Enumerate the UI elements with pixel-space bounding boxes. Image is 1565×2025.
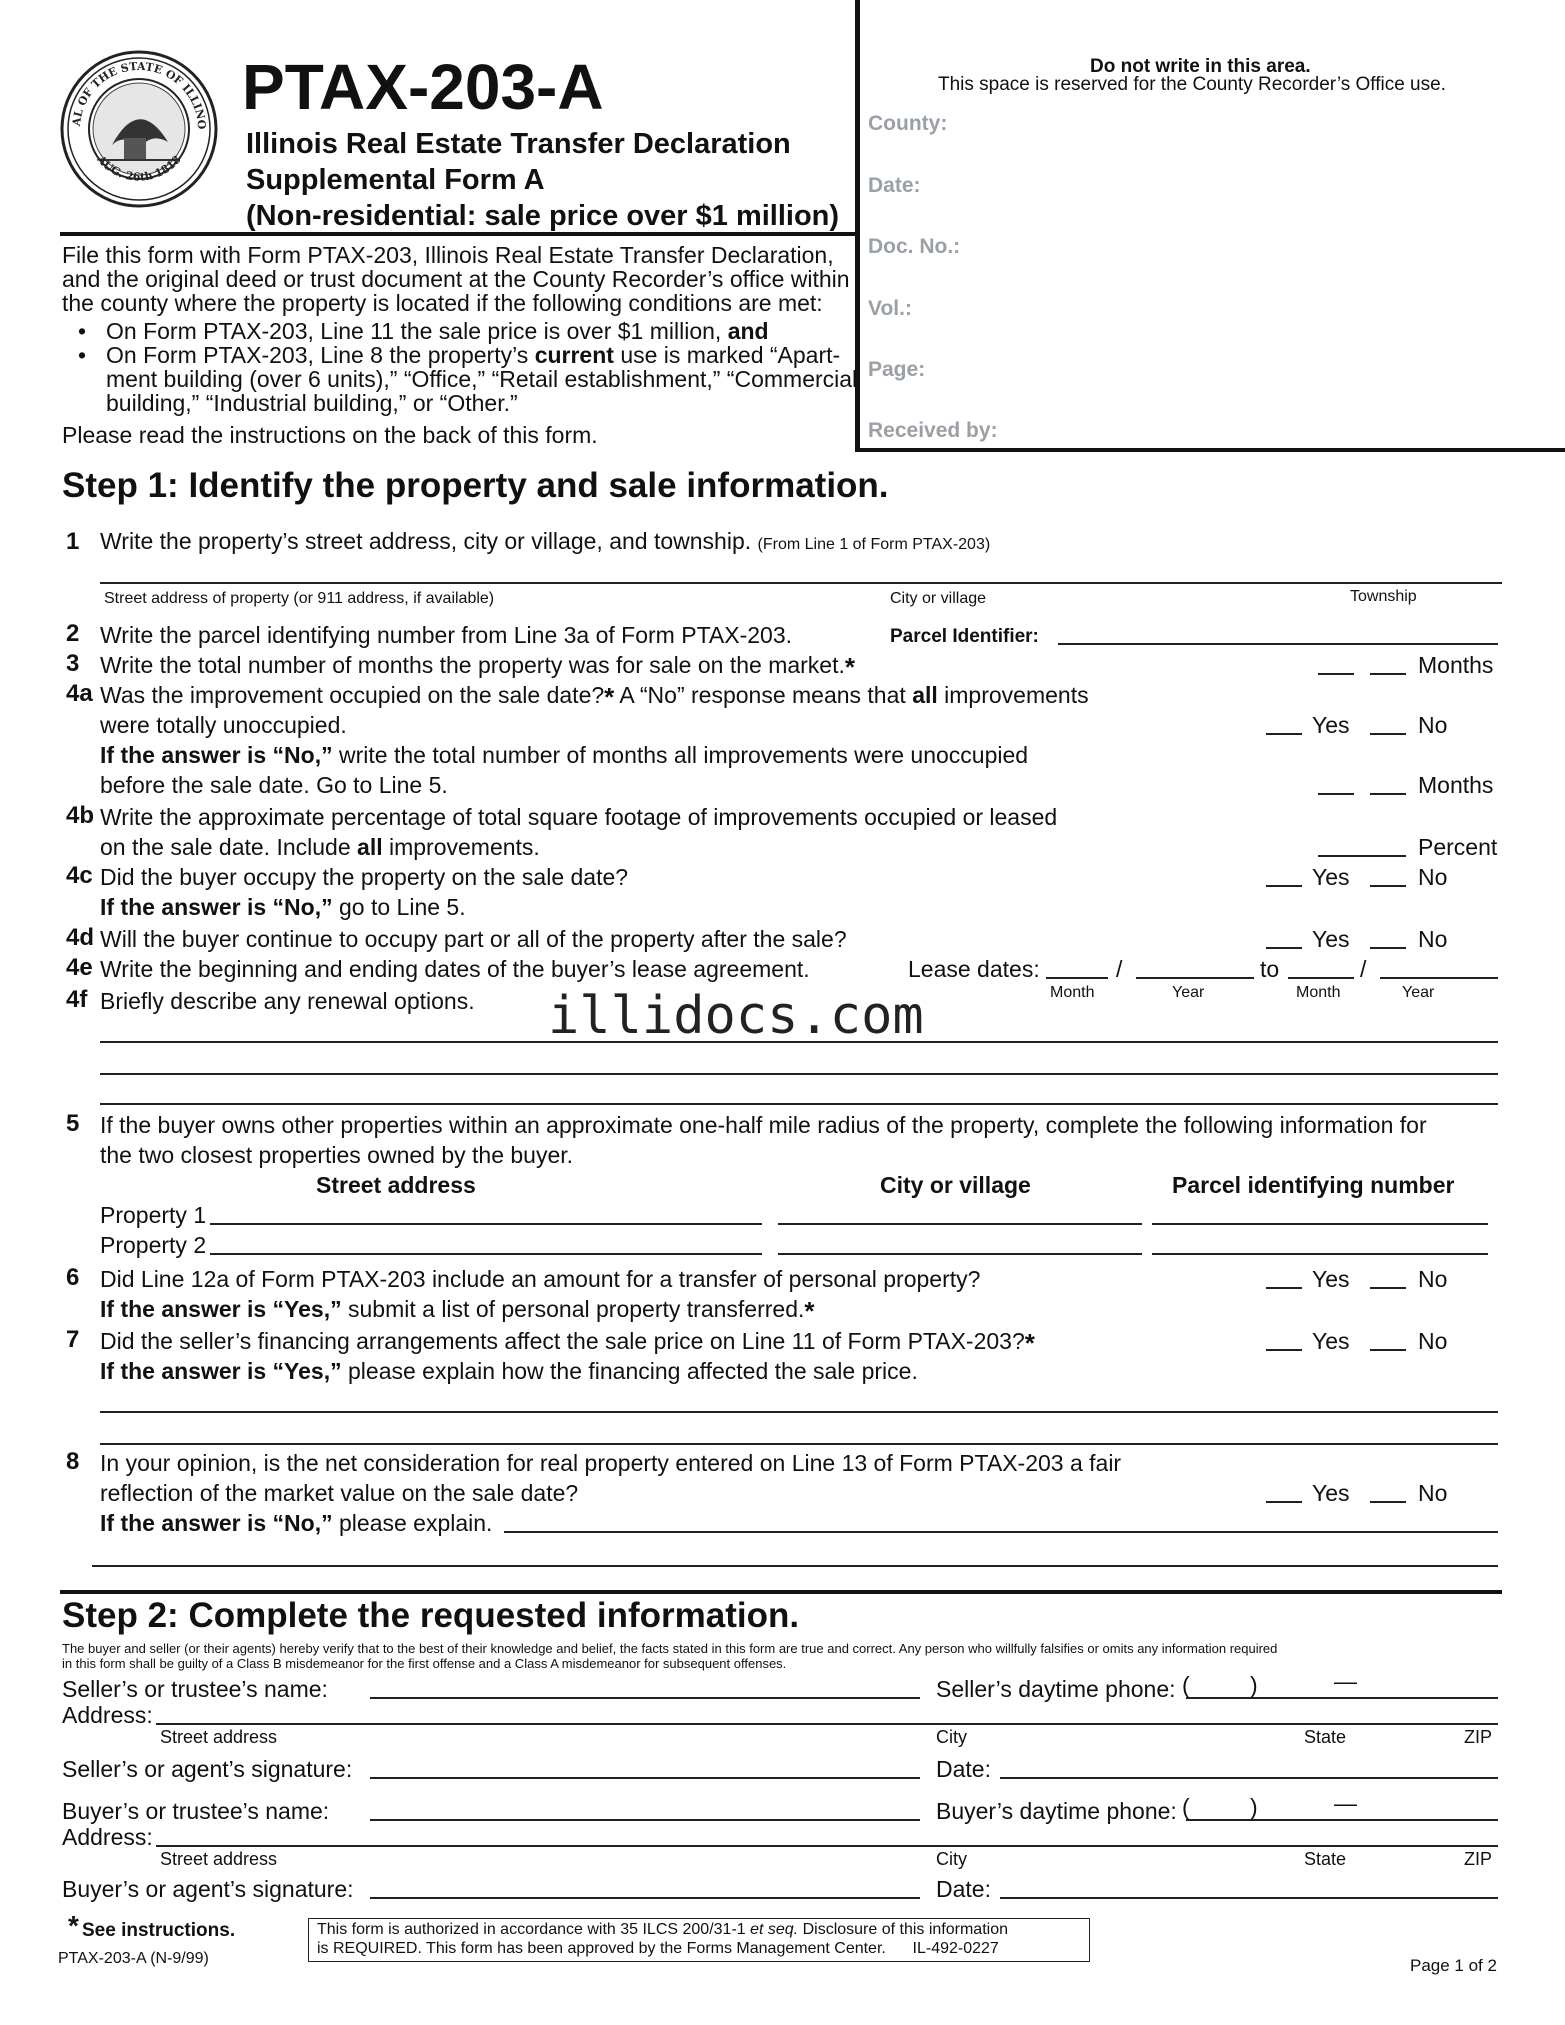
buyer-cap-city: City xyxy=(936,1849,967,1869)
line-6-text: Did Line 12a of Form PTAX-203 include an amount for a transfer of personal property? xyxy=(100,1266,981,1292)
col-street-address: Street address xyxy=(316,1172,476,1198)
line-4a-no-blank[interactable] xyxy=(1370,733,1406,735)
buyer-phone-label: Buyer’s daytime phone: xyxy=(936,1798,1177,1824)
caption-township: Township xyxy=(1350,588,1417,605)
line-6-no-blank[interactable] xyxy=(1370,1287,1406,1289)
buyer-name-field[interactable] xyxy=(370,1819,920,1821)
line-3-text: Write the total number of months the property was for sale on the market.* xyxy=(100,652,855,682)
line-4c-text-2: If the answer is “No,” go to Line 5. xyxy=(100,894,466,920)
form-revision: PTAX-203-A (N-9/99) xyxy=(58,1950,209,1967)
line-6-no: No xyxy=(1418,1266,1448,1292)
line-4c-yes-blank[interactable] xyxy=(1266,885,1302,887)
fairness-explain-line-1[interactable] xyxy=(504,1531,1498,1533)
lease-end-year[interactable] xyxy=(1380,977,1498,979)
recorder-received-by: Received by: xyxy=(868,419,998,442)
page-number: Page 1 of 2 xyxy=(1410,1956,1497,1975)
line-3-number: 3 xyxy=(66,650,80,677)
line-4c-no-blank[interactable] xyxy=(1370,885,1406,887)
bullet-1: • xyxy=(78,318,87,344)
step2-fine-1: The buyer and seller (or their agents) hereby verify that to the best of their knowledge and belief, the facts stated in this form are true and correct. Any person who willfully falsifies or omits any information required xyxy=(62,1641,1278,1656)
seller-cap-zip: ZIP xyxy=(1464,1727,1493,1747)
line-4f-number: 4f xyxy=(66,986,88,1013)
buyer-name-label: Buyer’s or trustee’s name: xyxy=(62,1798,330,1824)
line-4a-yes: Yes xyxy=(1312,712,1350,738)
state-seal xyxy=(60,50,218,208)
line-4c-yes: Yes xyxy=(1312,864,1350,890)
lease-to: to xyxy=(1260,956,1280,982)
line-6-text-2: If the answer is “Yes,” submit a list of personal property transferred.* xyxy=(100,1296,815,1326)
intro-bullet-2-l3: building,” “Industrial building,” or “Other.” xyxy=(106,390,518,416)
form-title-2: Supplemental Form A xyxy=(246,164,545,196)
intro-p1: File this form with Form PTAX-203, Illinois Real Estate Transfer Declaration, xyxy=(62,242,834,268)
line-7-yes: Yes xyxy=(1312,1328,1350,1354)
line-8-text-3: If the answer is “No,” please explain. xyxy=(100,1510,493,1536)
seller-phone-paren-close: ) xyxy=(1250,1672,1258,1698)
recorder-date: Date: xyxy=(868,174,921,197)
recorder-bottom-rule xyxy=(855,448,1565,452)
months-field-2a[interactable] xyxy=(1318,793,1354,795)
buyer-address-label: Address: xyxy=(62,1824,153,1850)
seller-signature-field[interactable] xyxy=(370,1777,920,1779)
months-field-2b[interactable] xyxy=(1370,793,1406,795)
line-8-text: In your opinion, is the net consideration for real property entered on Line 13 of Form PTAX-203 a fair xyxy=(100,1450,1122,1476)
property-2-label: Property 2 xyxy=(100,1232,207,1258)
line-4d-yes-blank[interactable] xyxy=(1266,947,1302,949)
renewal-options-line-3[interactable] xyxy=(100,1103,1498,1105)
line-8-yes: Yes xyxy=(1312,1480,1350,1506)
buyer-phone-paren-close: ) xyxy=(1250,1794,1258,1820)
step2-fine-2: in this form shall be guilty of a Class B misdemeanor for the first offense and a Class A misdemeanor for subsequent offenses. xyxy=(62,1656,787,1671)
line-7-number: 7 xyxy=(66,1326,80,1353)
line-4a-no: No xyxy=(1418,712,1448,738)
watermark: illidocs.com xyxy=(548,986,924,1046)
renewal-options-line-1[interactable] xyxy=(100,1041,1498,1043)
months-field-1a[interactable] xyxy=(1318,673,1354,675)
property-2-street[interactable] xyxy=(210,1253,762,1255)
property-1-street[interactable] xyxy=(210,1223,762,1225)
line-4f-text: Briefly describe any renewal options. xyxy=(100,988,475,1014)
line-7-yes-blank[interactable] xyxy=(1266,1349,1302,1351)
intro-bullet-2-l2: ment building (over 6 units),” “Office,” “Retail establishment,” “Commercial xyxy=(106,366,858,392)
form-title-1: Illinois Real Estate Transfer Declaration xyxy=(246,128,791,160)
col-city-village: City or village xyxy=(880,1172,1031,1198)
percent-field[interactable] xyxy=(1318,855,1406,857)
seller-date-field[interactable] xyxy=(1000,1777,1498,1779)
lease-slash-1: / xyxy=(1116,956,1123,982)
auth-line-2: is REQUIRED. This form has been approved by the Forms Management Center. IL-492-0227 xyxy=(317,1940,999,1957)
line-4a-yes-blank[interactable] xyxy=(1266,733,1302,735)
parcel-identifier-label: Parcel Identifier: xyxy=(890,626,1039,647)
seller-address-label: Address: xyxy=(62,1702,153,1728)
seller-cap-state: State xyxy=(1304,1727,1347,1747)
caption-year-1: Year xyxy=(1172,984,1205,1001)
caption-month-1: Month xyxy=(1050,984,1095,1001)
buyer-signature-field[interactable] xyxy=(370,1897,920,1899)
line-4c-text: Did the buyer occupy the property on the sale date? xyxy=(100,864,629,890)
financing-explain-line-1[interactable] xyxy=(100,1411,1498,1413)
seller-phone-dash: — xyxy=(1334,1668,1357,1694)
line-4b-text: Write the approximate percentage of total square footage of improvements occupied or leased xyxy=(100,804,1058,830)
line-1-text: Write the property’s street address, city or village, and township. (From Line 1 of Form PTAX-203) xyxy=(100,528,991,554)
buyer-date-label: Date: xyxy=(936,1876,991,1902)
percent-label: Percent xyxy=(1418,834,1498,860)
line-4a-text-3: If the answer is “No,” write the total number of months all improvements were unoccupied xyxy=(100,742,1029,768)
lease-end-month[interactable] xyxy=(1288,977,1354,979)
footer-star: * xyxy=(68,1910,79,1941)
financing-explain-line-2[interactable] xyxy=(100,1443,1498,1445)
line-5-number: 5 xyxy=(66,1110,80,1137)
seal-text-top: AL OF THE STATE OF ILLINO xyxy=(69,59,209,130)
caption-year-2: Year xyxy=(1402,984,1435,1001)
seller-phone-field[interactable] xyxy=(1186,1697,1498,1699)
line-4a-number: 4a xyxy=(66,680,93,707)
line-5-text-2: the two closest properties owned by the buyer. xyxy=(100,1142,574,1168)
line-8-text-2: reflection of the market value on the sale date? xyxy=(100,1480,579,1506)
lease-dates-label: Lease dates: xyxy=(908,956,1040,982)
recorder-page: Page: xyxy=(868,358,926,381)
line-4c-number: 4c xyxy=(66,862,93,889)
months-label-4a: Months xyxy=(1418,772,1494,798)
recorder-vol: Vol.: xyxy=(868,297,912,320)
line-4a-text: Was the improvement occupied on the sale date?* A “No” response means that all improvements xyxy=(100,682,1089,712)
intro-p2: and the original deed or trust document at the County Recorder’s office within xyxy=(62,266,850,292)
line-4a-text-2: were totally unoccupied. xyxy=(100,712,347,738)
seller-phone-paren-open: ( xyxy=(1182,1672,1190,1698)
line-4e-number: 4e xyxy=(66,954,93,981)
line-7-no: No xyxy=(1418,1328,1448,1354)
intro-bullet-1: On Form PTAX-203, Line 11 the sale price is over $1 million, and xyxy=(106,318,769,344)
recorder-county: County: xyxy=(868,112,948,135)
line-8-number: 8 xyxy=(66,1448,80,1475)
buyer-cap-street: Street address xyxy=(160,1849,278,1869)
auth-line-1: This form is authorized in accordance with 35 ILCS 200/31-1 et seq. Disclosure of this information xyxy=(317,1921,1008,1938)
property-2-city[interactable] xyxy=(778,1253,1142,1255)
buyer-signature-label: Buyer’s or agent’s signature: xyxy=(62,1876,354,1902)
caption-city: City or village xyxy=(890,590,987,607)
line-2-text: Write the parcel identifying number from Line 3a of Form PTAX-203. xyxy=(100,622,793,648)
authorization-box xyxy=(308,1918,1090,1962)
line-1-number: 1 xyxy=(66,528,80,555)
line-4a-text-4: before the sale date. Go to Line 5. xyxy=(100,772,448,798)
step2-rule xyxy=(60,1590,1502,1594)
line-4b-text-2: on the sale date. Include all improvements. xyxy=(100,834,540,860)
property-address-field[interactable] xyxy=(100,582,1502,584)
seller-signature-label: Seller’s or agent’s signature: xyxy=(62,1756,353,1782)
line-2-number: 2 xyxy=(66,620,80,647)
seal-text-bottom: AUG. 26th 1818 xyxy=(94,153,184,184)
step2-heading: Step 2: Complete the requested information. xyxy=(62,1596,800,1635)
header-rule xyxy=(60,232,857,236)
bullet-2: • xyxy=(78,342,87,368)
line-5-text: If the buyer owns other properties within an approximate one-half mile radius of the property, complete the following information for xyxy=(100,1112,1427,1138)
line-4d-text: Will the buyer continue to occupy part or all of the property after the sale? xyxy=(100,926,847,952)
lease-slash-2: / xyxy=(1360,956,1367,982)
lease-start-month[interactable] xyxy=(1046,977,1108,979)
property-2-pin[interactable] xyxy=(1152,1253,1488,1255)
months-label-3: Months xyxy=(1418,652,1494,678)
intro-p3: the county where the property is located if the following conditions are met: xyxy=(62,290,823,316)
line-8-no-blank[interactable] xyxy=(1370,1501,1406,1503)
line-8-no: No xyxy=(1418,1480,1448,1506)
intro-read: Please read the instructions on the back of this form. xyxy=(62,422,598,448)
col-parcel-number: Parcel identifying number xyxy=(1172,1172,1455,1198)
line-4d-yes: Yes xyxy=(1312,926,1350,952)
form-id: PTAX-203-A xyxy=(242,51,604,123)
see-instructions: See instructions. xyxy=(82,1920,236,1941)
buyer-cap-zip: ZIP xyxy=(1464,1849,1493,1869)
step1-heading: Step 1: Identify the property and sale information. xyxy=(62,466,889,505)
line-4e-text: Write the beginning and ending dates of the buyer’s lease agreement. xyxy=(100,956,810,982)
seller-address-field[interactable] xyxy=(156,1723,1498,1725)
fairness-explain-line-2[interactable] xyxy=(92,1565,1498,1567)
intro-bullet-2: On Form PTAX-203, Line 8 the property’s current use is marked “Apart- xyxy=(106,342,841,368)
line-4b-number: 4b xyxy=(66,802,95,829)
property-1-label: Property 1 xyxy=(100,1202,207,1228)
buyer-phone-paren-open: ( xyxy=(1182,1794,1190,1820)
line-4d-no: No xyxy=(1418,926,1448,952)
line-6-yes-blank[interactable] xyxy=(1266,1287,1302,1289)
line-6-number: 6 xyxy=(66,1264,80,1291)
line-4d-number: 4d xyxy=(66,924,95,951)
recorder-subtitle: This space is reserved for the County Recorder’s Office use. xyxy=(938,74,1446,95)
buyer-address-field[interactable] xyxy=(156,1845,1498,1847)
caption-month-2: Month xyxy=(1296,984,1341,1001)
seller-name-field[interactable] xyxy=(370,1697,920,1699)
property-1-city[interactable] xyxy=(778,1223,1142,1225)
parcel-identifier-field[interactable] xyxy=(1058,643,1498,645)
lease-start-year[interactable] xyxy=(1136,977,1254,979)
line-7-text: Did the seller’s financing arrangements affect the sale price on Line 11 of Form PTAX-203?* xyxy=(100,1328,1035,1358)
line-7-no-blank[interactable] xyxy=(1370,1349,1406,1351)
seller-name-label: Seller’s or trustee’s name: xyxy=(62,1676,328,1702)
renewal-options-line-2[interactable] xyxy=(100,1073,1498,1075)
buyer-cap-state: State xyxy=(1304,1849,1347,1869)
recorder-title: Do not write in this area. xyxy=(1090,56,1311,77)
caption-street: Street address of property (or 911 address, if available) xyxy=(104,590,495,607)
form-title-3: (Non-residential: sale price over $1 million) xyxy=(246,200,840,232)
recorder-doc-no: Doc. No.: xyxy=(868,235,961,258)
seller-phone-label: Seller’s daytime phone: xyxy=(936,1676,1176,1702)
line-4c-no: No xyxy=(1418,864,1448,890)
buyer-phone-field[interactable] xyxy=(1186,1819,1498,1821)
seller-date-label: Date: xyxy=(936,1756,991,1782)
line-4d-no-blank[interactable] xyxy=(1370,947,1406,949)
buyer-phone-dash: — xyxy=(1334,1790,1357,1816)
seller-cap-city: City xyxy=(936,1727,967,1747)
seller-cap-street: Street address xyxy=(160,1727,278,1747)
months-field-1b[interactable] xyxy=(1370,673,1406,675)
line-7-text-2: If the answer is “Yes,” please explain how the financing affected the sale price. xyxy=(100,1358,918,1384)
line-8-yes-blank[interactable] xyxy=(1266,1501,1302,1503)
property-1-pin[interactable] xyxy=(1152,1223,1488,1225)
line-6-yes: Yes xyxy=(1312,1266,1350,1292)
buyer-date-field[interactable] xyxy=(1000,1897,1498,1899)
